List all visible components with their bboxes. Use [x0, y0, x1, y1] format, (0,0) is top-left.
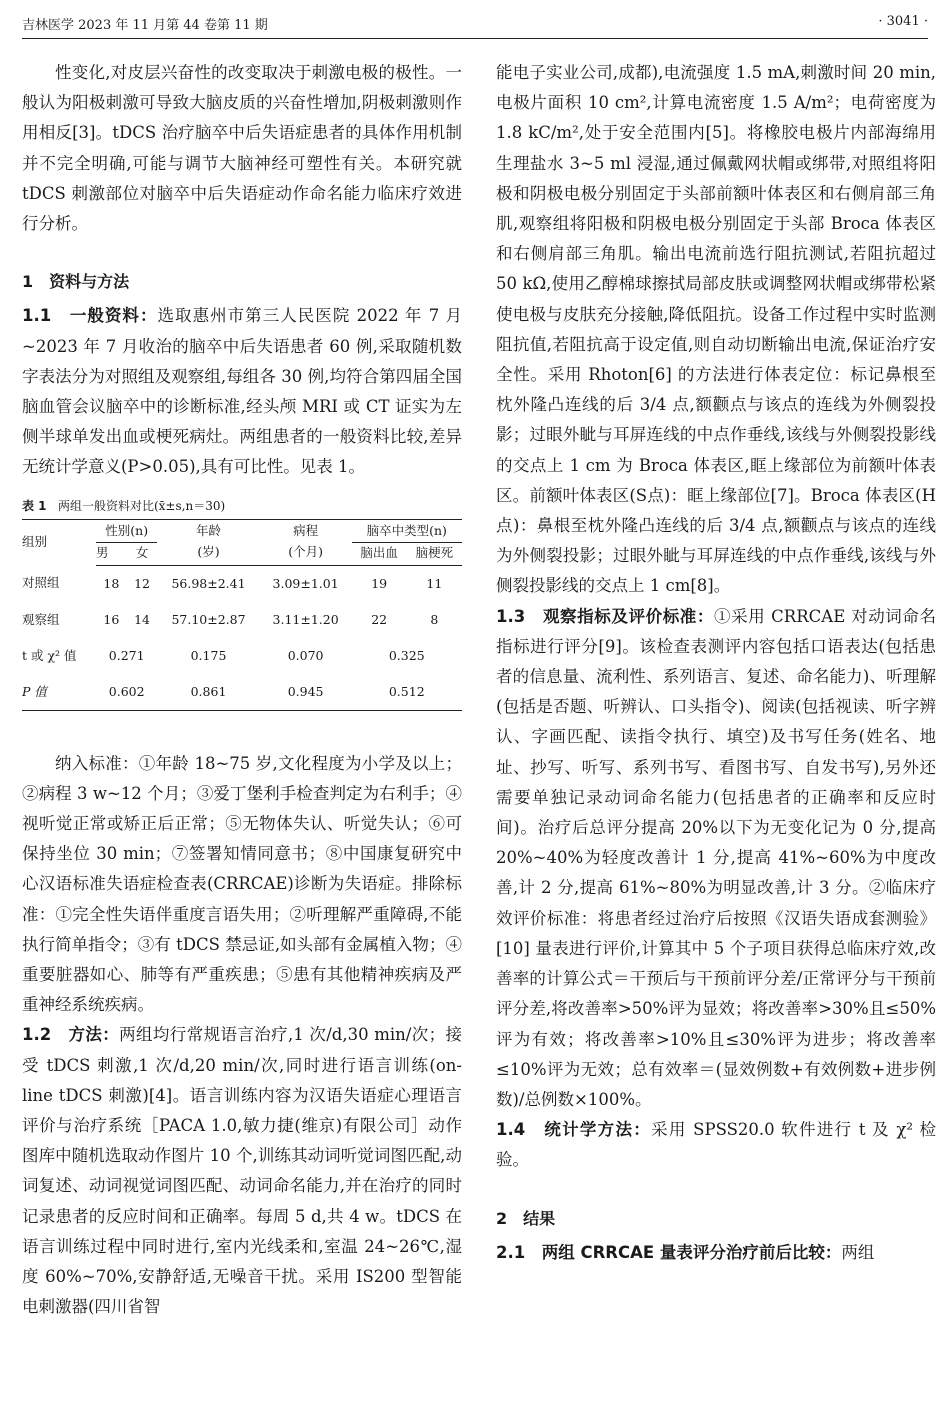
method-continued: 能电子实业公司,成都),电流强度 1.5 mA,刺激时间 20 min,电极片面积 10 cm²,计算电流密度 1.5 A/m²；电荷密度为 1.8 kC/m²,处于安全范围内[5]。将橡胶电极片内部海绵用生理盐水 3~5 ml 浸湿,通过佩戴网状帽或绑带,对照组将阳极和阴极电极分别固定于头部前额叶体表区和右侧肩部三角肌,观察组将阳极和阴极电极分别固定于头部 Broca 体表区和右侧肩部三角肌。输出电流前选行阻抗测试,若阻抗超过 50 kΩ,使用乙醇棉球擦拭局部皮肤或调整网状帽或绑带松紧使电极与皮肤充分接触,降低阻抗。设备工作过程中实时监测阻抗值,若阻抗高于设定值,则自动切断输出电流,保证治疗安全性。采用 Rhoton[6] 的方法进行体表定位：标记鼻根至枕外隆凸连线的后 3/4 点,额颧点与该点的连线为外侧裂投影；过眼外眦与耳屏连线的中点作垂线,该线与外侧裂投影线的交点上 1 cm 为 Broca 体表区,眶上缘部位为前额叶体表区。前额叶体表区(S点)：眶上缘部位[7]。Broca 体表区(H 点)：鼻根至枕外隆凸连线的后 3/4 点,额颧点与该点的连线为外侧裂投影；过眼外眦与耳屏连线的中点作垂线,该线与外侧裂投影线的交点上 1 cm[8]。: [496, 63, 936, 596]
cell-t-sex: 0.271: [108, 647, 145, 663]
cell-hemorrhage: 22: [371, 611, 388, 627]
th-course-unit: (个月): [260, 542, 352, 565]
cell-course: 3.11±1.20: [272, 611, 339, 627]
cell-p-course: 0.945: [287, 683, 324, 699]
section-1-2-number: 1.2: [22, 1025, 69, 1045]
cell-infarction: 11: [426, 575, 443, 591]
inclusion-criteria: 纳入标准：①年龄 18~75 岁,文化程度为小学及以上；②病程 3 w~12 个月；③爱丁堡利手检查判定为右利手；④视听觉正常或矫正后正常；⑤无物体失认、听觉失认；⑥可保持坐位 30 min；⑦签署知情同意书；⑧中国康复研究中心汉语标准失语症检查表(CRRCAE)诊断为失语症。排除标准：①完全性失语伴重度言语失用；②听理解严重障碍,不能执行简单指令；③有 tDCS 禁忌证,如头部有金属植入物；④重要脏器如心、肺等有严重疾患；⑤患有其他精神疾病及严重神经系统疾病。: [22, 753, 462, 1015]
table-row: [22, 565, 462, 602]
cell-male: 16: [103, 611, 120, 627]
cell-t-age: 0.175: [190, 647, 227, 663]
left-column: [22, 58, 462, 1410]
section-1-3-text: ①采用 CRRCAE 对动词命名指标进行评分[9]。该检查表测评内容包括口语表达(包括患者的信息量、流利性、系列语言、复述、命名能力)、听理解(包括是否题、听辨认、口头指令)、阅读(包括视读、听字辨认、字画匹配、读指令执行、填空)及书写任务(姓名、地址、抄写、听写、系列书写、看图书写、自发书写),另外还需要单独记录动词命名能力(包括患者的正确率和反应时间)。治疗后总评分提高 20%以下为无变化记为 0 分,提高 20%~40%为轻度改善计 1 分,提高 41%~60%为中度改善,计 2 分,提高 61%~80%为明显改善,计 3 分。②临床疗效评价标准：将患者经过治疗后按照《汉语失语成套测验》[10] 量表进行评价,计算其中 5 个子项目获得总临床疗效,改善率的计算公式＝干预后与干预前评分差/正常评分与干预前评分差,将改善率>50%评为显效；将改善率>30%且≤50%评为有效；将改善率>10%且≤30%评为进步；将改善率≤10%评为无效；总有效率＝(显效例数+有效例数+进步例数)/总例数×100%。: [496, 606, 936, 1109]
cell-t-label: t 或 χ² 值: [22, 647, 77, 663]
section-1-4-label: 统计学方法：: [544, 1120, 652, 1140]
cell-female: 14: [134, 611, 150, 627]
section-1-3: [496, 602, 936, 1115]
cell-p-label: P 值: [22, 683, 47, 699]
table-row: [22, 602, 462, 638]
running-header: [22, 10, 928, 39]
section-1-1: [22, 301, 462, 482]
cell-female: 12: [134, 575, 150, 591]
section-1-2-text: 两组均行常规语言治疗,1 次/d,30 min/次；接受 tDCS 刺激,1 次/d,20 min/次,同时进行语言训练(on-line tDCS 刺激)[4]。语言训练内容为汉语失语症心理语言评价与治疗系统［PACA 1.0,敏力捷(维京)有限公司］动作图库中随机选取动作图片 10 个,训练其动词听觉词图匹配,动词复述、动词视觉词图匹配、动词命名能力,并在治疗的同时记录患者的反应时间和正确率。每周 5 d,共 4 w。tDCS 在语言训练过程中同时进行,室内光线柔和,室温 24~26℃,湿度 60%~70%,安静舒适,无噪音干扰。采用 IS200 型智能电刺激器(四川省智: [22, 1025, 462, 1317]
section-1-1-text: 选取惠州市第三人民医院 2022 年 7 月~2023 年 7 月收治的脑卒中后失语患者 60 例,采取随机数字表法分为对照组及观察组,每组各 30 例,均符合第四届全国脑血管会议脑卒中的诊断标准,经头颅 MRI 或 CT 证实为左侧半球单发出血或梗死病灶。两组患者的一般资料比较,差异无统计学意义(P>0.05),具有可比性。见表 1。: [22, 306, 462, 477]
section-1-4: [496, 1115, 936, 1175]
cell-age: 57.10±2.87: [171, 611, 246, 627]
table-1: [22, 519, 462, 711]
section-1-4-text: 采用 SPSS20.0 软件进行 t 及 χ² 检验。: [496, 1120, 936, 1170]
th-age: 年龄: [196, 522, 222, 538]
page-number: · 3041 ·: [878, 14, 928, 29]
table-row-stat: [22, 638, 462, 674]
th-sex: 性别(n): [96, 519, 157, 542]
table-1-title: 两组一般资料对比(x̄±s,n＝30): [57, 498, 226, 513]
table-1-label: 表 1: [22, 498, 47, 513]
section-1-4-number: 1.4: [496, 1120, 545, 1140]
section-1-2-label: 方法：: [68, 1025, 120, 1045]
journal-title: 吉林医学 2023 年 11 月第 44 卷第 11 期: [22, 18, 268, 33]
cell-infarction: 8: [430, 611, 439, 627]
cell-hemorrhage: 19: [371, 575, 388, 591]
th-female: 女: [127, 542, 158, 565]
section-2-1: [496, 1238, 936, 1268]
section-1-2: [22, 1020, 462, 1322]
section-1-1-number: 1.1: [22, 306, 70, 326]
th-hemorrhage: 脑出血: [352, 542, 407, 565]
section-1-title: 1 资料与方法: [22, 272, 130, 292]
section-1-3-label: 观察指标及评价标准：: [542, 606, 715, 626]
cell-p-type: 0.512: [388, 683, 425, 699]
cell-group: 观察组: [22, 611, 60, 627]
cell-course: 3.09±1.01: [272, 575, 339, 591]
th-male: 男: [96, 542, 127, 565]
section-2-title: 2 结果: [496, 1208, 556, 1228]
th-type: 脑卒中类型(n): [352, 519, 462, 542]
table-1-caption: [22, 497, 462, 515]
cell-t-type: 0.325: [388, 647, 425, 663]
section-2-1-number: 2.1: [496, 1242, 542, 1262]
th-age-unit: (岁): [157, 542, 259, 565]
right-column: [496, 58, 936, 1410]
section-2-1-text: 两组: [841, 1242, 875, 1262]
th-course: 病程: [293, 522, 319, 538]
cell-p-age: 0.861: [190, 683, 227, 699]
section-1-1-label: 一般资料：: [69, 306, 158, 326]
th-group: 组别: [22, 534, 48, 550]
cell-t-course: 0.070: [287, 647, 324, 663]
intro-paragraph: 性变化,对皮层兴奋性的改变取决于刺激电极的极性。一般认为阳极刺激可导致大脑皮质的兴奋性增加,阴极刺激则作用相反[3]。tDCS 治疗脑卒中后失语症患者的具体作用机制并不完全明确,可能与调节大脑神经可塑性有关。本研究就 tDCS 刺激部位对脑卒中后失语症动作命名能力临床疗效进行分析。: [22, 63, 462, 234]
section-1-3-number: 1.3: [496, 606, 543, 626]
section-2-1-label: 两组 CRRCAE 量表评分治疗前后比较：: [541, 1242, 842, 1262]
cell-age: 56.98±2.41: [171, 575, 246, 591]
cell-group: 对照组: [22, 575, 60, 591]
th-infarction: 脑梗死: [407, 542, 462, 565]
cell-male: 18: [103, 575, 120, 591]
table-row-p: [22, 674, 462, 711]
cell-p-sex: 0.602: [108, 683, 145, 699]
